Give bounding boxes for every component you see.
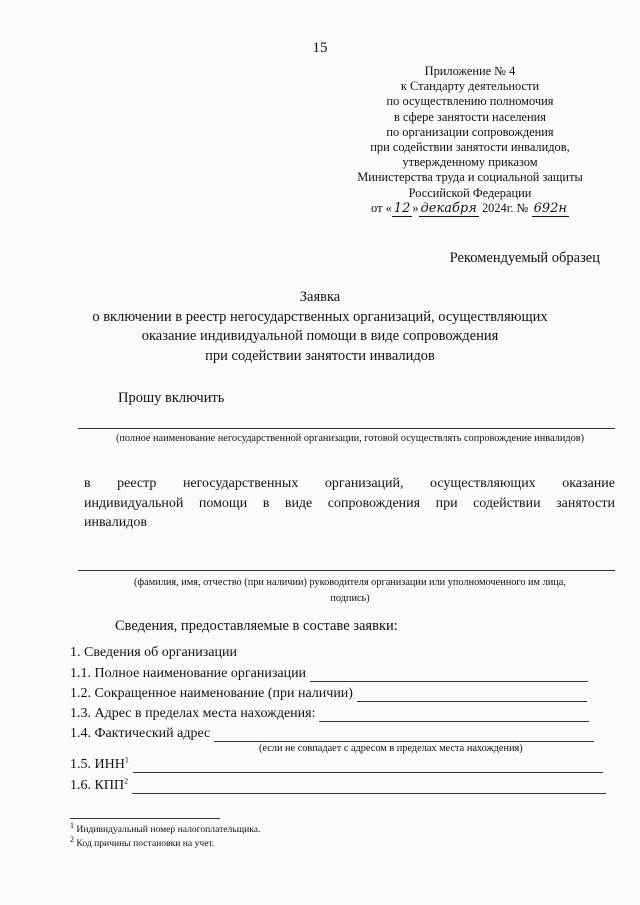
- word: занятости: [556, 495, 615, 511]
- word: при: [435, 495, 458, 511]
- footnote-ref: 2: [124, 776, 129, 786]
- inn-input-line[interactable]: [133, 760, 603, 773]
- word: содействии: [473, 495, 541, 511]
- page-number: 15: [312, 40, 328, 56]
- field-full-name: [70, 666, 588, 682]
- word: сопровождения: [327, 495, 421, 511]
- appendix-line: Российской Федерации: [408, 185, 532, 200]
- word: виде: [284, 495, 313, 511]
- appendix-line: по организации сопровождения: [386, 124, 554, 139]
- head-caption-line-1: (фамилия, имя, отчество (при наличии) руководителя организации или уполномоченного им лица,: [134, 577, 566, 588]
- word: реестр: [117, 476, 157, 491]
- footnote-mark: 2: [70, 834, 74, 844]
- full-name-input-line[interactable]: [310, 669, 588, 682]
- word: организаций,: [324, 476, 404, 491]
- registry-line-1: [84, 474, 615, 494]
- head-signature-blank-line: [78, 570, 615, 571]
- date-day: 12: [393, 200, 411, 216]
- field-label: 1.1. Полное наименование организации: [70, 666, 307, 681]
- org-name-caption: (полное наименование негосударственной организации, готовой осуществлять сопровождение инвалидов): [115, 433, 585, 444]
- legal-address-input-line[interactable]: [319, 709, 589, 722]
- application-title: [0, 288, 640, 366]
- field-inn: [70, 757, 603, 773]
- word: индивидуальной: [84, 495, 184, 511]
- field-label: [70, 757, 129, 773]
- recommended-sample-label: Рекомендуемый образец: [449, 250, 600, 266]
- word: оказание: [562, 476, 615, 491]
- title-line: Заявка: [299, 289, 341, 305]
- appendix-line: утвержденному приказом: [402, 155, 538, 170]
- word: негосударственных: [182, 476, 299, 491]
- footnote-ref: 1: [124, 755, 129, 765]
- title-line: при содействии занятости инвалидов: [205, 347, 435, 364]
- field-actual-address: [70, 726, 594, 742]
- appendix-line: при содействии занятости инвалидов,: [370, 140, 570, 155]
- registry-line-2: [84, 494, 615, 514]
- inn-label: 1.5. ИНН: [70, 757, 125, 772]
- request-text: Прошу включить: [118, 390, 225, 406]
- word: осуществляющих: [430, 476, 536, 491]
- word: в: [262, 495, 270, 511]
- appendix-line: к Стандарту деятельности: [400, 79, 540, 94]
- footnote-separator: [70, 818, 220, 819]
- order-date-line: [300, 201, 640, 217]
- field-legal-address: [70, 706, 589, 722]
- title-line: оказание индивидуальной помощи в виде сопровождения: [141, 328, 499, 344]
- footnote-mark: 1: [70, 820, 74, 830]
- actual-address-note: (если не совпадает с адресом в пределах места нахождения): [259, 743, 523, 754]
- short-name-input-line[interactable]: [357, 689, 587, 702]
- info-section-title: Сведения, предоставляемые в составе заявки:: [115, 618, 398, 634]
- kpp-label: 1.6. КПП: [70, 778, 125, 793]
- field-organization-info: [70, 645, 237, 661]
- field-label: 1.2. Сокращенное наименование (при наличии): [70, 686, 353, 701]
- date-suffix: г. №: [506, 200, 529, 215]
- field-short-name: [70, 686, 587, 702]
- footnote-text: Код причины постановки на учет.: [76, 838, 215, 849]
- appendix-header: [300, 64, 640, 217]
- field-label: 1. Сведения об организации: [70, 645, 237, 660]
- date-year: 2024: [481, 200, 507, 215]
- footnote-1: [70, 820, 261, 835]
- field-label: 1.3. Адрес в пределах места нахождения:: [70, 706, 316, 721]
- field-label: [70, 778, 128, 794]
- date-month: декабря: [420, 200, 477, 216]
- word: помощи: [198, 495, 248, 511]
- org-name-blank-line: [78, 428, 615, 429]
- field-label: 1.4. Фактический адрес: [70, 726, 211, 741]
- appendix-line: Министерства труда и социальной защиты: [357, 170, 583, 185]
- footnote-text: Индивидуальный номер налогоплательщика.: [76, 824, 261, 835]
- actual-address-input-line[interactable]: [214, 729, 594, 742]
- word: в: [84, 476, 91, 491]
- registry-line-3: инвалидов: [84, 515, 147, 530]
- appendix-line: в сфере занятости населения: [394, 109, 546, 124]
- kpp-input-line[interactable]: [132, 781, 606, 794]
- field-kpp: [70, 778, 606, 794]
- registry-paragraph: [84, 474, 615, 533]
- appendix-line: по осуществлению полномочия: [386, 94, 554, 109]
- date-quote: »: [412, 200, 419, 215]
- head-caption-line-2: подпись): [330, 593, 370, 604]
- order-number: 692н: [533, 200, 567, 216]
- title-line: о включении в реестр негосударственных организаций, осуществляющих: [92, 308, 548, 325]
- footnote-2: [70, 834, 215, 849]
- appendix-line: Приложение № 4: [424, 64, 516, 78]
- date-prefix: от «: [371, 200, 392, 215]
